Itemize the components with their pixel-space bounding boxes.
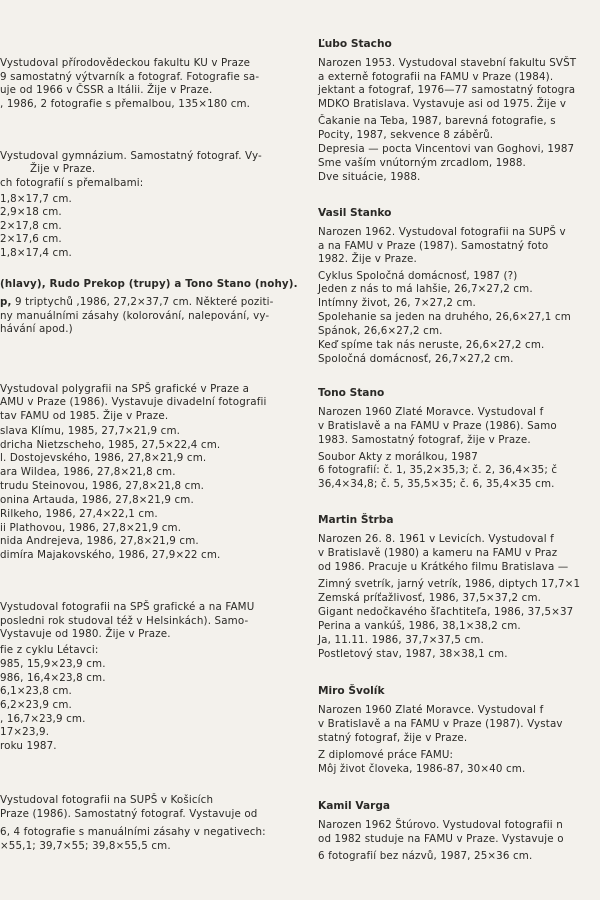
text-line: trudu Steinovou, 1986, 27,8×21,8 cm. (0, 480, 205, 492)
text-line: Spoločná domácnosť, 26,7×27,2 cm. (318, 353, 514, 365)
text-line: 9 samostatný výtvarník a fotograf. Fotografie sa- (0, 71, 260, 83)
text-line: Narozen 1960 Zlaté Moravce. Vystudoval f (318, 704, 544, 716)
text-line: dricha Nietzscheho, 1985, 27,5×22,4 cm. (0, 439, 221, 451)
text-line: MDKO Bratislava. Vystavuje asi od 1975. Žije v (318, 98, 567, 110)
text-line: roku 1987. (0, 740, 57, 752)
artist-name: Kamil Varga (318, 800, 391, 812)
text-line: AMU v Praze (1986). Vystavuje divadelní fotografii (0, 396, 267, 408)
text-line: ny manuálními zásahy (kolorování, nalepování, vy- (0, 310, 270, 322)
text-line: posledni rok studoval též v Helsinkách). Samo- (0, 615, 249, 627)
text-line: Perina a vankúš, 1986, 38,1×38,2 cm. (318, 620, 521, 632)
text-line: Vystudoval fotografii na SUPŠ v Košicích (0, 794, 214, 806)
text-line: Pocity, 1987, sekvence 8 záběrů. (318, 129, 494, 141)
text-line: 6,1×23,8 cm. (0, 685, 72, 697)
text-line: Postletový stav, 1987, 38×38,1 cm. (318, 648, 508, 660)
text-line: ara Wildea, 1986, 27,8×21,8 cm. (0, 466, 176, 478)
text-line: 6, 4 fotografie s manuálními zásahy v negativech: (0, 826, 266, 838)
text-line: Ja, 11.11. 1986, 37,7×37,5 cm. (318, 634, 484, 646)
text-line: od 1986. Pracuje u Krátkého filmu Bratislava — (318, 561, 569, 573)
text-line: 2,9×18 cm. (0, 206, 62, 218)
text-line: v Bratislavě a na FAMU v Praze (1987). Vystav (318, 718, 563, 730)
text-line: Keď spíme tak nás neruste, 26,6×27,2 cm. (318, 339, 545, 351)
text-line: dimíra Majakovského, 1986, 27,9×22 cm. (0, 549, 221, 561)
text-line: tav FAMU od 1985. Žije v Praze. (0, 410, 169, 422)
text-line: 36,4×34,8; č. 5, 35,5×35; č. 6, 35,4×35 cm. (318, 478, 555, 490)
text-line: Vystavuje od 1980. Žije v Praze. (0, 628, 171, 640)
text-line: v Bratislavě a na FAMU v Praze (1986). Samo (318, 420, 557, 432)
text-line: 6 fotografií: č. 1, 35,2×35,3; č. 2, 36,4×35; č (318, 464, 558, 476)
text-line: od 1982 studuje na FAMU v Praze. Vystavuje o (318, 833, 564, 845)
text-line: 1982. Žije v Praze. (318, 253, 417, 265)
text-line: Narozen 1953. Vystudoval stavební fakultu SVŠT (318, 57, 577, 69)
text-line: fie z cyklu Létavci: (0, 644, 99, 656)
text-line: a na FAMU v Praze (1987). Samostatný foto (318, 240, 549, 252)
text-line: jektant a fotograf, 1976—77 samostatný fotogra (318, 84, 576, 96)
text-line: Depresia — pocta Vincentovi van Goghovi, 1987 (318, 143, 575, 155)
text-line: Vystudoval gymnázium. Samostatný fotograf. Vy- (0, 150, 262, 162)
text-line: Cyklus Spoločná domácnosť, 1987 (?) (318, 270, 518, 282)
text-line: (hlavy), Rudo Prekop (trupy) a Tono Stano (nohy). (0, 278, 298, 290)
text-line: Spolehanie sa jeden na druhého, 26,6×27,1 cm (318, 311, 571, 323)
text-line: 1,8×17,4 cm. (0, 247, 72, 259)
text-line: 17×23,9. (0, 726, 50, 738)
text-line: Narozen 1962 Štúrovo. Vystudoval fotografii n (318, 819, 563, 831)
text-line: Spánok, 26,6×27,2 cm. (318, 325, 443, 337)
artist-name: Ľubo Stacho (318, 38, 392, 50)
text-line: 2×17,8 cm. (0, 220, 62, 232)
text-line: slava Klímu, 1985, 27,7×21,9 cm. (0, 425, 181, 437)
text-line: Čakanie na Teba, 1987, barevná fotografie, s (318, 115, 556, 127)
artist-name: Tono Stano (318, 387, 385, 399)
artist-name: Vasil Stanko (318, 207, 392, 219)
text-line: Praze (1986). Samostatný fotograf. Vystavuje od (0, 808, 258, 820)
text-line: Zimný svetrík, jarný vetrík, 1986, diptych 17,7×1 (318, 578, 581, 590)
text-line: onina Artauda, 1986, 27,8×21,9 cm. (0, 494, 194, 506)
text-line: Intímny život, 26, 7×27,2 cm. (318, 297, 476, 309)
text-line: 6,2×23,9 cm. (0, 699, 72, 711)
text-line: Narozen 26. 8. 1961 v Levicích. Vystudoval f (318, 533, 554, 545)
right-column (318, 0, 600, 900)
text-line: Dve situácie, 1988. (318, 171, 421, 183)
text-line: 985, 15,9×23,9 cm. (0, 658, 106, 670)
text-line: statný fotograf, žije v Praze. (318, 732, 468, 744)
text-line: uje od 1966 v ČSSR a Itálii. Žije v Praze. (0, 84, 213, 96)
text-line: Sme vaším vnútorným zrcadlom, 1988. (318, 157, 526, 169)
text-line: Jeden z nás to má lahšie, 26,7×27,2 cm. (318, 283, 533, 295)
text-line: , 16,7×23,9 cm. (0, 713, 86, 725)
text-line: Vystudoval přírodovědeckou fakultu KU v Praze (0, 57, 251, 69)
text-line: Narozen 1960 Zlaté Moravce. Vystudoval f (318, 406, 544, 418)
text-line: ×55,1; 39,7×55; 39,8×55,5 cm. (0, 840, 171, 852)
text-line: p, 9 triptychů ,1986, 27,2×37,7 cm. Některé poziti- (0, 296, 274, 308)
text-line: Gigant nedočkavého šľachtiteľa, 1986, 37,5×37 (318, 606, 574, 618)
text-line: Soubor Akty z morálkou, 1987 (318, 451, 478, 463)
text-line: Žije v Praze. (30, 163, 96, 175)
text-line: l. Dostojevského, 1986, 27,8×21,9 cm. (0, 452, 207, 464)
text-line: 1983. Samostatný fotograf, žije v Praze. (318, 434, 531, 446)
text-line: 1,8×17,7 cm. (0, 193, 72, 205)
artist-name: Miro Švolík (318, 685, 385, 697)
text-line: ii Plathovou, 1986, 27,8×21,9 cm. (0, 522, 182, 534)
text-line: Zemská príťažlivosť, 1986, 37,5×37,2 cm. (318, 592, 542, 604)
text-line: v Bratislavě (1980) a kameru na FAMU v Praz (318, 547, 558, 559)
text-line: 986, 16,4×23,8 cm. (0, 672, 106, 684)
text-line: 2×17,6 cm. (0, 233, 62, 245)
text-line: 6 fotografií bez názvů, 1987, 25×36 cm. (318, 850, 533, 862)
text-line: Vystudoval fotografii na SPŠ grafické a na FAMU (0, 601, 255, 613)
text-line: hávání apod.) (0, 323, 73, 335)
text-line: , 1986, 2 fotografie s přemalbou, 135×180 cm. (0, 98, 251, 110)
artist-name: Martin Štrba (318, 514, 394, 526)
text-line: Narozen 1962. Vystudoval fotografii na SUPŠ v (318, 226, 566, 238)
text-line: Môj život človeka, 1986-87, 30×40 cm. (318, 763, 526, 775)
text-line: Z diplomové práce FAMU: (318, 749, 454, 761)
text-line: Vystudoval polygrafii na SPŠ grafické v Praze a (0, 383, 250, 395)
text-line: a externě fotografii na FAMU v Praze (1984). (318, 71, 554, 83)
text-line: nida Andrejeva, 1986, 27,8×21,9 cm. (0, 535, 199, 547)
text-line: ch fotografií s přemalbami: (0, 177, 144, 189)
text-line: Rilkeho, 1986, 27,4×22,1 cm. (0, 508, 158, 520)
